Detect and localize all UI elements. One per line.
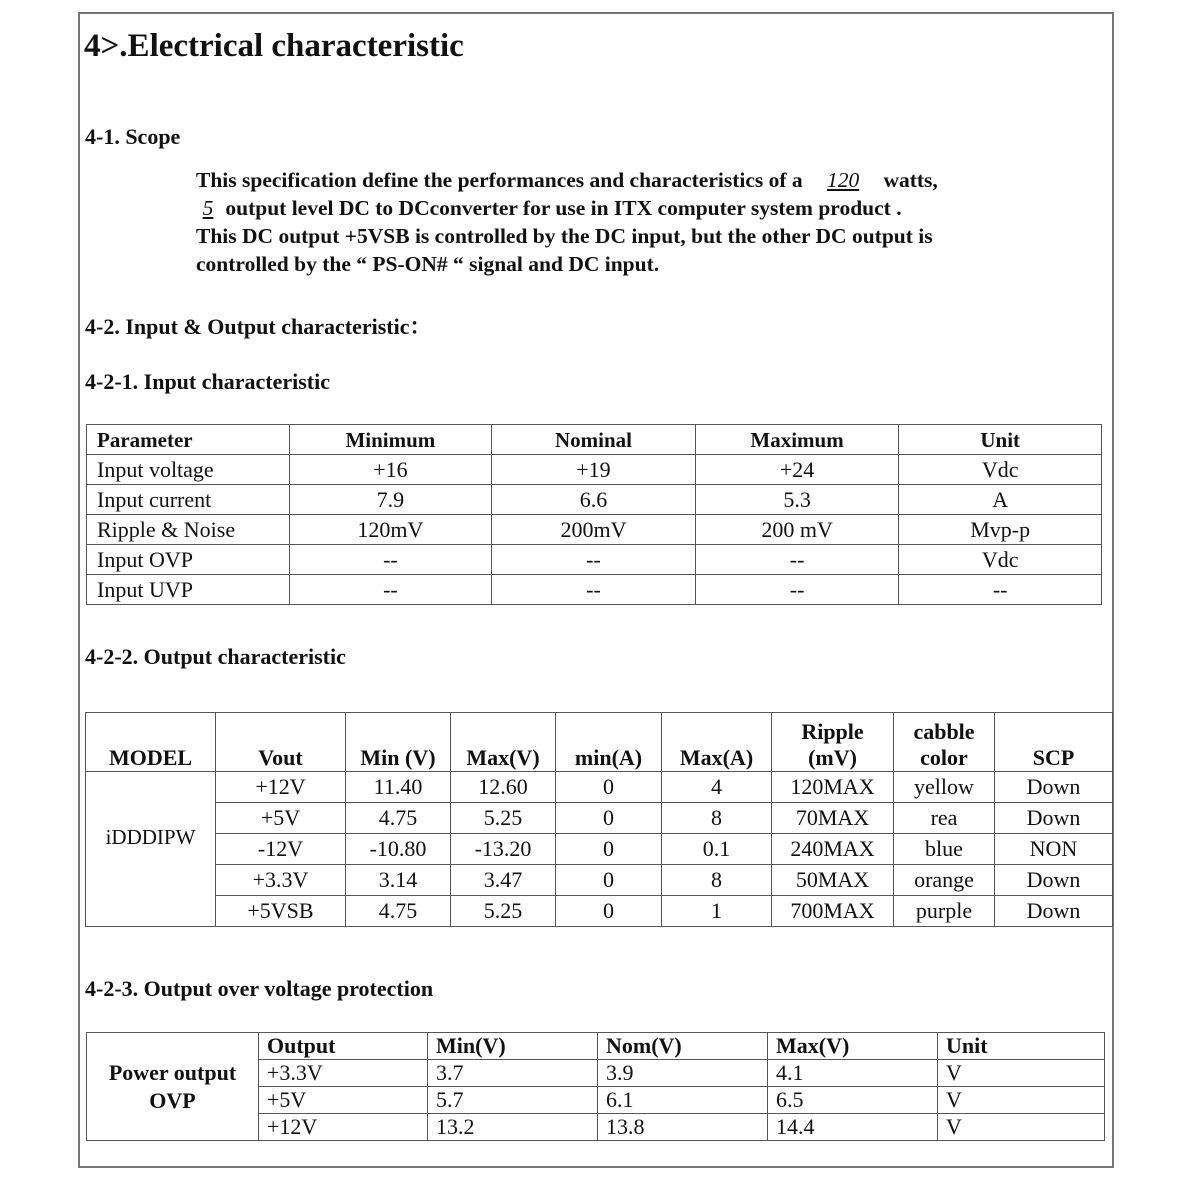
output-header-row bbox=[86, 713, 1113, 772]
output-header-model: MODEL bbox=[86, 713, 216, 772]
table-cell: 11.40 bbox=[346, 772, 451, 803]
table-cell: V bbox=[938, 1114, 1105, 1141]
table-cell: +16 bbox=[289, 455, 492, 485]
output-heading: 4-2-2. Output characteristic bbox=[85, 644, 346, 669]
table-cell: +12V bbox=[216, 772, 346, 803]
output-header-max-v: Max(V) bbox=[451, 713, 556, 772]
table-cell: 0 bbox=[556, 896, 662, 927]
table-row bbox=[86, 803, 1113, 834]
table-cell: Input OVP bbox=[87, 545, 290, 575]
table-cell: -- bbox=[289, 575, 492, 605]
table-cell: Down bbox=[995, 865, 1113, 896]
scope-line-4: controlled by the “ PS-ON# “ signal and DC input. bbox=[196, 252, 660, 276]
ovp-table bbox=[86, 1032, 1105, 1141]
table-cell: -- bbox=[492, 545, 696, 575]
table-row bbox=[86, 834, 1113, 865]
table-cell: Input voltage bbox=[87, 455, 290, 485]
table-cell: yellow bbox=[894, 772, 995, 803]
input-header-unit: Unit bbox=[899, 425, 1102, 455]
table-cell: 3.47 bbox=[451, 865, 556, 896]
table-cell: -- bbox=[492, 575, 696, 605]
table-cell: 4.75 bbox=[346, 896, 451, 927]
table-cell: 3.14 bbox=[346, 865, 451, 896]
table-cell: +24 bbox=[695, 455, 899, 485]
table-cell: -10.80 bbox=[346, 834, 451, 865]
table-cell: orange bbox=[894, 865, 995, 896]
table-cell: Vdc bbox=[899, 545, 1102, 575]
output-header-vout: Vout bbox=[216, 713, 346, 772]
table-cell: 3.7 bbox=[428, 1060, 598, 1087]
input-header-row bbox=[87, 425, 1102, 455]
model-name: iDDDIPW bbox=[86, 772, 216, 927]
input-heading: 4-2-1. Input characteristic bbox=[85, 369, 331, 394]
table-cell: 120MAX bbox=[772, 772, 894, 803]
table-cell: 1 bbox=[662, 896, 772, 927]
page-title: 4>.Electrical characteristic bbox=[84, 28, 464, 64]
input-header-maximum: Maximum bbox=[695, 425, 899, 455]
output-table bbox=[85, 712, 1113, 927]
scope-line-2 bbox=[196, 194, 938, 222]
scope-paragraph bbox=[196, 166, 938, 278]
output-header-scp: SCP bbox=[995, 713, 1113, 772]
table-cell: 0 bbox=[556, 865, 662, 896]
table-cell: +3.3V bbox=[216, 865, 346, 896]
table-cell: 240MAX bbox=[772, 834, 894, 865]
input-header-minimum: Minimum bbox=[289, 425, 492, 455]
ovp-row-label bbox=[87, 1033, 259, 1141]
io-heading: 4-2. Input & Output characteristic： bbox=[85, 314, 432, 339]
table-cell: 200mV bbox=[492, 515, 696, 545]
table-cell: -- bbox=[289, 545, 492, 575]
level-value: 5 bbox=[202, 196, 214, 220]
table-cell: -- bbox=[695, 545, 899, 575]
table-row bbox=[86, 896, 1113, 927]
table-cell: 50MAX bbox=[772, 865, 894, 896]
table-cell: 0 bbox=[556, 772, 662, 803]
scope-line-1 bbox=[196, 166, 938, 194]
table-cell: +12V bbox=[259, 1114, 428, 1141]
table-cell: 6.6 bbox=[492, 485, 696, 515]
output-header-min-v: Min (V) bbox=[346, 713, 451, 772]
ovp-heading: 4-2-3. Output over voltage protection bbox=[85, 976, 434, 1001]
table-row bbox=[87, 455, 1102, 485]
table-cell: 120mV bbox=[289, 515, 492, 545]
ovp-header-output: Output bbox=[259, 1033, 428, 1060]
table-row bbox=[86, 772, 1113, 803]
table-cell: Input current bbox=[87, 485, 290, 515]
table-cell: 4.75 bbox=[346, 803, 451, 834]
table-row bbox=[87, 575, 1102, 605]
table-row bbox=[86, 865, 1113, 896]
table-cell: 6.1 bbox=[598, 1087, 768, 1114]
table-cell: V bbox=[938, 1060, 1105, 1087]
table-cell: 7.9 bbox=[289, 485, 492, 515]
table-cell: 13.8 bbox=[598, 1114, 768, 1141]
table-cell: 0 bbox=[556, 834, 662, 865]
table-cell: Vdc bbox=[899, 455, 1102, 485]
ovp-label-line-1: Power output bbox=[108, 1059, 237, 1085]
table-cell: rea bbox=[894, 803, 995, 834]
table-cell: Ripple & Noise bbox=[87, 515, 290, 545]
table-cell: A bbox=[899, 485, 1102, 515]
table-cell: 12.60 bbox=[451, 772, 556, 803]
output-header-max-a: Max(A) bbox=[662, 713, 772, 772]
table-cell: Input UVP bbox=[87, 575, 290, 605]
scope-line-1-text: This specification define the performances and characteristics of a bbox=[196, 168, 809, 192]
table-cell: 3.9 bbox=[598, 1060, 768, 1087]
table-cell: -13.20 bbox=[451, 834, 556, 865]
table-cell: Down bbox=[995, 896, 1113, 927]
table-cell: 5.3 bbox=[695, 485, 899, 515]
table-cell: Mvp-p bbox=[899, 515, 1102, 545]
table-cell: +5V bbox=[259, 1087, 428, 1114]
table-cell: 5.7 bbox=[428, 1087, 598, 1114]
scope-line-2-text: output level DC to DCconverter for use in ITX computer system product . bbox=[220, 196, 902, 220]
document-page bbox=[78, 12, 1114, 1168]
table-cell: 200 mV bbox=[695, 515, 899, 545]
table-cell: 0.1 bbox=[662, 834, 772, 865]
table-cell: +5VSB bbox=[216, 896, 346, 927]
input-table bbox=[86, 424, 1102, 605]
table-cell: 5.25 bbox=[451, 896, 556, 927]
table-row bbox=[87, 515, 1102, 545]
table-cell: Down bbox=[995, 803, 1113, 834]
output-header-cable-color: cabble color bbox=[894, 713, 995, 772]
output-header-min-a: min(A) bbox=[556, 713, 662, 772]
input-header-nominal: Nominal bbox=[492, 425, 696, 455]
ovp-header-min: Min(V) bbox=[428, 1033, 598, 1060]
table-cell: 4 bbox=[662, 772, 772, 803]
ovp-header-unit: Unit bbox=[938, 1033, 1105, 1060]
table-cell: +5V bbox=[216, 803, 346, 834]
table-cell: purple bbox=[894, 896, 995, 927]
table-cell: blue bbox=[894, 834, 995, 865]
scope-heading: 4-1. Scope bbox=[85, 124, 181, 149]
table-cell: V bbox=[938, 1087, 1105, 1114]
ovp-label-line-2: OVP bbox=[149, 1087, 196, 1113]
table-cell: NON bbox=[995, 834, 1113, 865]
table-cell: 13.2 bbox=[428, 1114, 598, 1141]
scope-line-3: This DC output +5VSB is controlled by the DC input, but the other DC output is bbox=[196, 224, 933, 248]
table-row bbox=[87, 485, 1102, 515]
input-header-parameter: Parameter bbox=[87, 425, 290, 455]
table-cell: 8 bbox=[662, 865, 772, 896]
table-cell: 5.25 bbox=[451, 803, 556, 834]
table-cell: -- bbox=[899, 575, 1102, 605]
table-cell: -- bbox=[695, 575, 899, 605]
table-cell: 700MAX bbox=[772, 896, 894, 927]
watts-value: 120 bbox=[826, 168, 860, 192]
table-cell: 8 bbox=[662, 803, 772, 834]
table-cell: 6.5 bbox=[768, 1087, 938, 1114]
table-cell: 4.1 bbox=[768, 1060, 938, 1087]
ovp-header-max: Max(V) bbox=[768, 1033, 938, 1060]
table-cell: 14.4 bbox=[768, 1114, 938, 1141]
table-cell: +3.3V bbox=[259, 1060, 428, 1087]
table-cell: 0 bbox=[556, 803, 662, 834]
table-cell: +19 bbox=[492, 455, 696, 485]
table-row bbox=[87, 545, 1102, 575]
output-header-ripple: Ripple (mV) bbox=[772, 713, 894, 772]
scope-line-1-end: watts, bbox=[878, 168, 938, 192]
ovp-header-row bbox=[87, 1033, 1105, 1060]
ovp-header-nom: Nom(V) bbox=[598, 1033, 768, 1060]
table-cell: Down bbox=[995, 772, 1113, 803]
table-cell: 70MAX bbox=[772, 803, 894, 834]
table-cell: -12V bbox=[216, 834, 346, 865]
